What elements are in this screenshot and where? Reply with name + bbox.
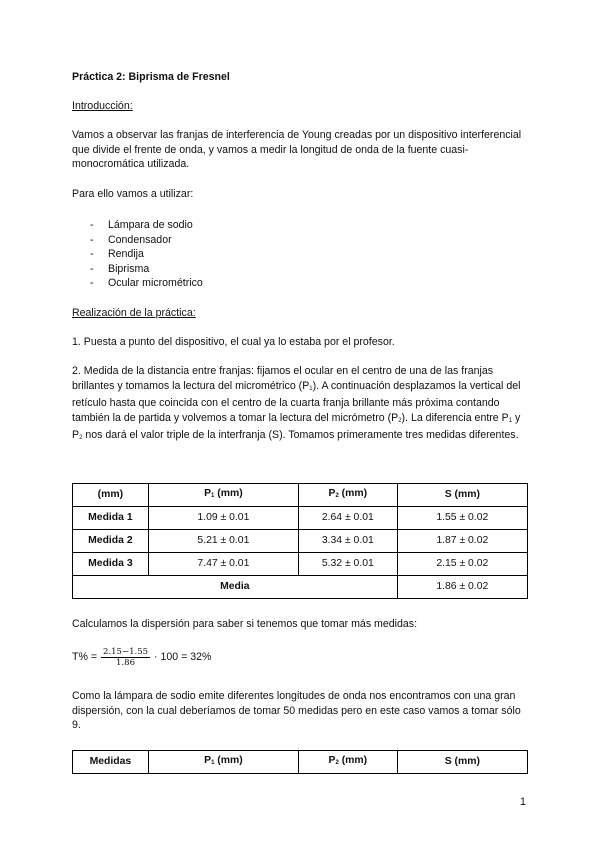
measurements-table-2 bbox=[72, 750, 528, 774]
header-cell-p1: $P_1$ (mm) bbox=[148, 484, 298, 507]
header-cell-p2: $P_2$ (mm) bbox=[299, 484, 398, 507]
cell-p1: 5.21 ± 0.01 bbox=[148, 530, 298, 553]
list-item: - Lámpara de sodio bbox=[72, 218, 528, 233]
cell-s: 2.15 ± 0.02 bbox=[397, 553, 527, 576]
header-cell-p2: $P_2$ (mm) bbox=[299, 751, 398, 774]
header-cell-s: S (mm) bbox=[397, 751, 527, 774]
intro-heading: Introducción: bbox=[72, 100, 133, 112]
formula-numerator: 2.15−1.55 bbox=[103, 647, 149, 657]
cell-p2: 5.32 ± 0.01 bbox=[299, 553, 398, 576]
formula-lhs: T% = bbox=[72, 651, 98, 664]
formula-rhs: · 100 = 32% bbox=[154, 651, 212, 664]
header-cell: Medidas bbox=[73, 751, 149, 774]
header-cell: (mm) bbox=[73, 484, 149, 507]
table-row bbox=[73, 553, 528, 576]
header-cell-p1: $P_1$ (mm) bbox=[148, 751, 298, 774]
step-2-paragraph: 2. Medida de la distancia entre franjas: fijamos el ocular en el centro de una de las franjas brillantes y tomamos la lectura del micrométrico $(P_1)$. A continuación desplazamos la vertical del retículo hasta que coincida con el centro de la cuarta franja brillante más próxima contando también la de partida y volvemos a tomar la lectura del micrómetro $(P_2)$. La diferencia entre $P_1$ y $P_2$ nos dará el valor triple de la interfranja (S). Tomamos primeramente tres medidas diferentes. bbox=[72, 365, 521, 442]
sodium-paragraph: Como la lámpara de sodio emite diferentes longitudes de onda nos encontramos con una gran dispersión, con la cual deberíamos de tomar 50 medidas pero en este caso vamos a tomar sólo 9. bbox=[72, 690, 521, 732]
page-number: 1 bbox=[520, 796, 526, 808]
step-1-text: 1. Puesta a punto del dispositivo, el cual ya lo estaba por el profesor. bbox=[72, 336, 395, 348]
materials-list bbox=[72, 218, 528, 291]
cell-p1: 7.47 ± 0.01 bbox=[148, 553, 298, 576]
list-item: - Ocular micrométrico bbox=[72, 276, 528, 291]
media-value: 1.86 ± 0.02 bbox=[397, 576, 527, 599]
table-row-media bbox=[73, 576, 528, 599]
list-item: - Condensador bbox=[72, 233, 528, 248]
row-label: Medida 1 bbox=[73, 507, 149, 530]
document-title: Práctica 2: Biprisma de Fresnel bbox=[72, 71, 230, 83]
dispersion-text: Calculamos la dispersión para saber si tenemos que tomar más medidas: bbox=[72, 618, 418, 630]
cell-p2: 3.34 ± 0.01 bbox=[299, 530, 398, 553]
materials-intro: Para ello vamos a utilizar: bbox=[72, 188, 194, 200]
header-cell-s: S (mm) bbox=[397, 484, 527, 507]
cell-s: 1.55 ± 0.02 bbox=[397, 507, 527, 530]
list-item: - Biprisma bbox=[72, 262, 528, 277]
table-header-row bbox=[73, 484, 528, 507]
row-label: Medida 3 bbox=[73, 553, 149, 576]
cell-s: 1.87 ± 0.02 bbox=[397, 530, 527, 553]
list-item: - Rendija bbox=[72, 247, 528, 262]
procedure-heading: Realización de la práctica: bbox=[72, 307, 196, 319]
table-row bbox=[73, 530, 528, 553]
dispersion-formula bbox=[72, 647, 528, 668]
intro-paragraph: Vamos a observar las franjas de interferencia de Young creadas por un dispositivo interferencial que divide el frente de onda, y vamos a medir la longitud de onda de la fuente cuasi-monocromática utilizada. bbox=[72, 129, 522, 171]
table-row bbox=[73, 507, 528, 530]
formula-denominator: 1.86 bbox=[116, 658, 135, 668]
cell-p2: 2.64 ± 0.01 bbox=[299, 507, 398, 530]
formula-fraction bbox=[101, 647, 150, 668]
media-label: Media bbox=[73, 576, 398, 599]
row-label: Medida 2 bbox=[73, 530, 149, 553]
table-header-row bbox=[73, 751, 528, 774]
measurements-table bbox=[72, 483, 528, 599]
cell-p1: 1.09 ± 0.01 bbox=[148, 507, 298, 530]
